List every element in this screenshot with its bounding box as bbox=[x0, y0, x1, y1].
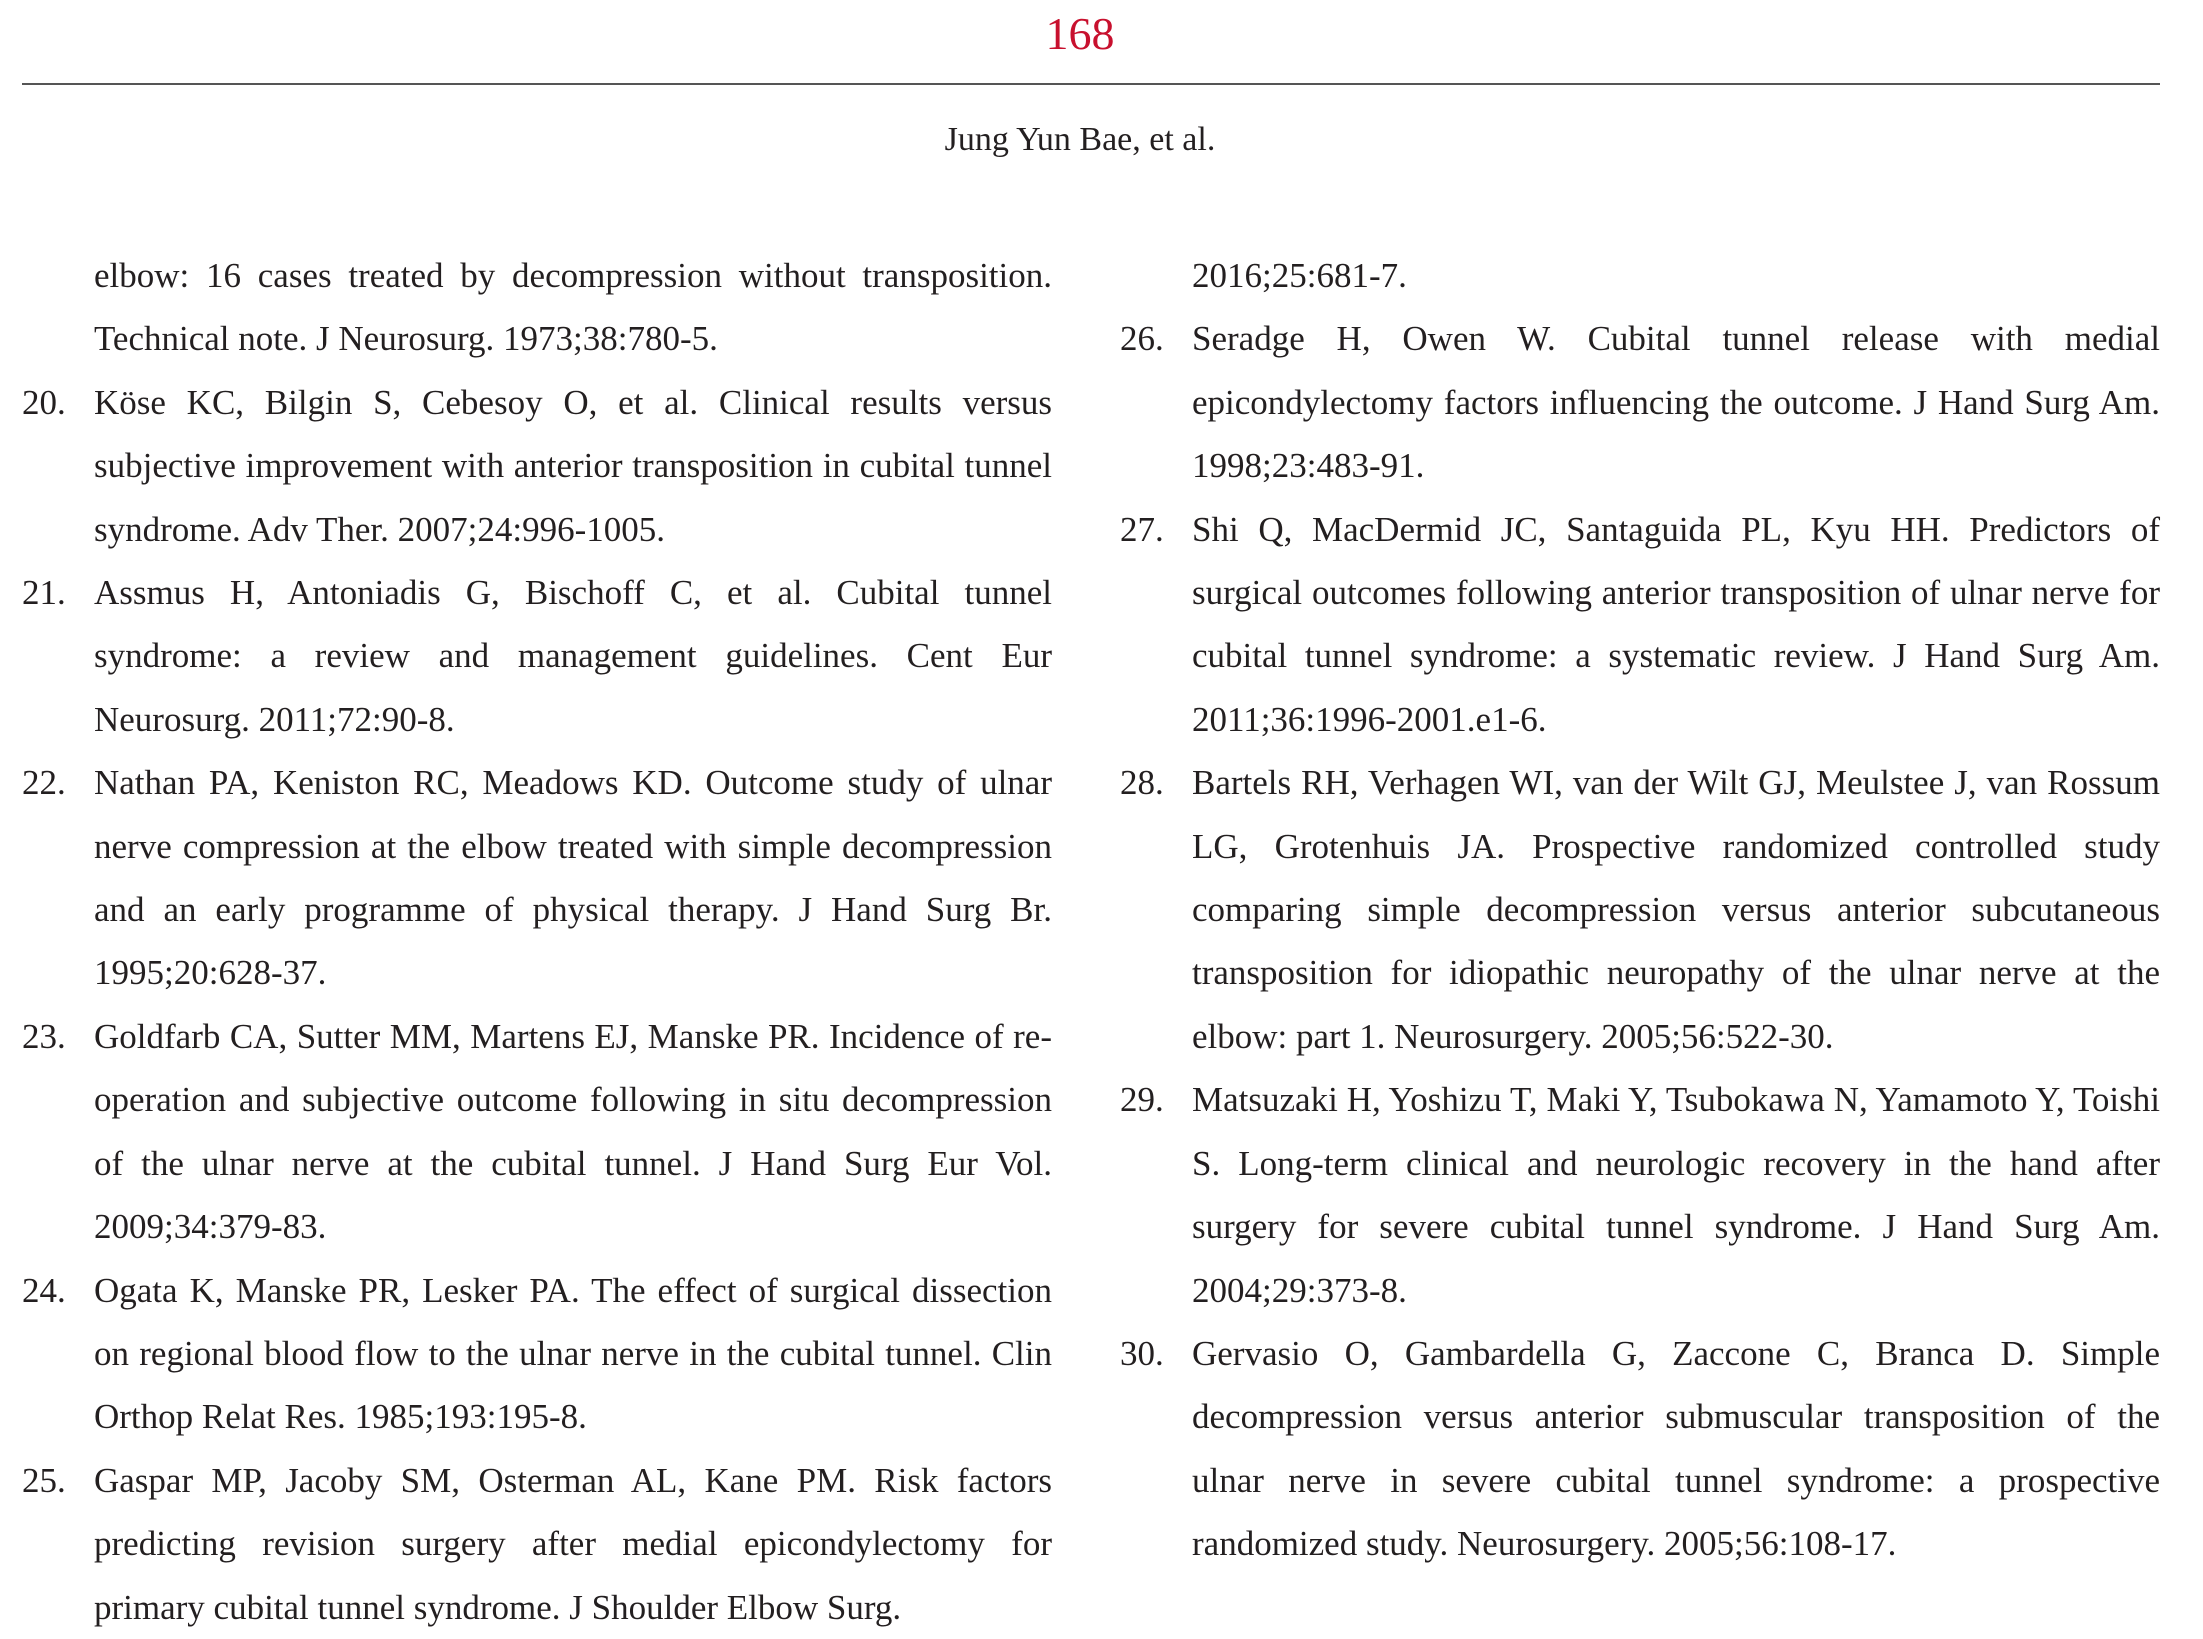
reference-text: Shi Q, MacDermid JC, Santaguida PL, Kyu HH. Predictors of surgical outcomes following anterior transposition of ulnar nerve for cubital tunnel syndrome: a systematic review. J Hand Surg Am. 2011;36:1996-2001.e1-6. bbox=[1192, 509, 2160, 739]
reference-item bbox=[22, 371, 1052, 561]
reference-text: Gaspar MP, Jacoby SM, Osterman AL, Kane PM. Risk factors predicting revision surgery after medial epicondylectomy for primary cubital tunnel syndrome. J Shoulder Elbow Surg. bbox=[94, 1460, 1052, 1627]
reference-number: 20. bbox=[22, 382, 66, 422]
reference-number: 21. bbox=[22, 573, 66, 613]
reference-text: Bartels RH, Verhagen WI, van der Wilt GJ, Meulstee J, van Rossum LG, Grotenhuis JA. Prospective randomized controlled study comparing simple decompression versus anterior subcutaneous transposition for idiopathic neuropathy of the ulnar nerve at the elbow: part 1. Neurosurgery. 2005;56:522-30. bbox=[1192, 763, 2160, 1056]
reference-number: 24. bbox=[22, 1270, 66, 1310]
reference-text: Matsuzaki H, Yoshizu T, Maki Y, Tsubokawa N, Yamamoto Y, Toishi S. Long-term clinical and neurologic recovery in the hand after surgery for severe cubital tunnel syndrome. J Hand Surg Am. 2004;29:373-8. bbox=[1192, 1080, 2160, 1310]
reference-item bbox=[22, 1449, 1052, 1639]
reference-text: Assmus H, Antoniadis G, Bischoff C, et al. Cubital tunnel syndrome: a review and management guidelines. Cent Eur Neurosurg. 2011;72:90-8. bbox=[94, 573, 1052, 739]
reference-item bbox=[1120, 1068, 2160, 1322]
reference-number: 23. bbox=[22, 1016, 66, 1056]
reference-item bbox=[22, 561, 1052, 751]
reference-number: 29. bbox=[1120, 1080, 1164, 1120]
header-divider bbox=[22, 83, 2160, 85]
reference-item bbox=[1120, 498, 2160, 752]
reference-column-left bbox=[22, 244, 1052, 1639]
reference-text: Seradge H, Owen W. Cubital tunnel release with medial epicondylectomy factors influencing the outcome. J Hand Surg Am. 1998;23:483-91. bbox=[1192, 319, 2160, 486]
reference-number: 28. bbox=[1120, 763, 1164, 803]
reference-item bbox=[1120, 307, 2160, 497]
reference-text: Köse KC, Bilgin S, Cebesoy O, et al. Clinical results versus subjective improvement with anterior transposition in cubital tunnel syndrome. Adv Ther. 2007;24:996-1005. bbox=[94, 382, 1052, 549]
reference-number: 26. bbox=[1120, 319, 1164, 359]
reference-continuation: 2016;25:681-7. bbox=[1192, 256, 1407, 295]
reference-item bbox=[22, 1005, 1052, 1259]
reference-item bbox=[22, 751, 1052, 1005]
reference-item bbox=[1120, 751, 2160, 1068]
reference-continuation: elbow: 16 cases treated by decompression without transposition. Technical note. J Neurosurg. 1973;38:780-5. bbox=[94, 256, 1052, 359]
reference-number: 30. bbox=[1120, 1333, 1164, 1373]
running-head: Jung Yun Bae, et al. bbox=[944, 121, 1216, 158]
reference-text: Gervasio O, Gambardella G, Zaccone C, Branca D. Simple decompression versus anterior submuscular transposition of the ulnar nerve in severe cubital tunnel syndrome: a prospective randomized study. Neurosurgery. 2005;56:108-17. bbox=[1192, 1333, 2160, 1564]
reference-text: Ogata K, Manske PR, Lesker PA. The effect of surgical dissection on regional blood flow to the ulnar nerve in the cubital tunnel. Clin Orthop Relat Res. 1985;193:195-8. bbox=[94, 1270, 1052, 1437]
reference-number: 27. bbox=[1120, 509, 1164, 549]
reference-text: Nathan PA, Keniston RC, Meadows KD. Outcome study of ulnar nerve compression at the elbow treated with simple decompression and an early programme of physical therapy. J Hand Surg Br. 1995;20:628-37. bbox=[94, 763, 1052, 993]
reference-item bbox=[22, 1259, 1052, 1449]
page-number: 168 bbox=[1045, 8, 1115, 59]
reference-column-right bbox=[1120, 244, 2160, 1576]
reference-text: Goldfarb CA, Sutter MM, Martens EJ, Manske PR. Incidence of re-operation and subjective outcome following in situ decompression of the ulnar nerve at the cubital tunnel. J Hand Surg Eur Vol. 2009;34:379-83. bbox=[94, 1016, 1052, 1247]
reference-number: 22. bbox=[22, 763, 66, 803]
reference-number: 25. bbox=[22, 1460, 66, 1500]
reference-item bbox=[1120, 1322, 2160, 1576]
